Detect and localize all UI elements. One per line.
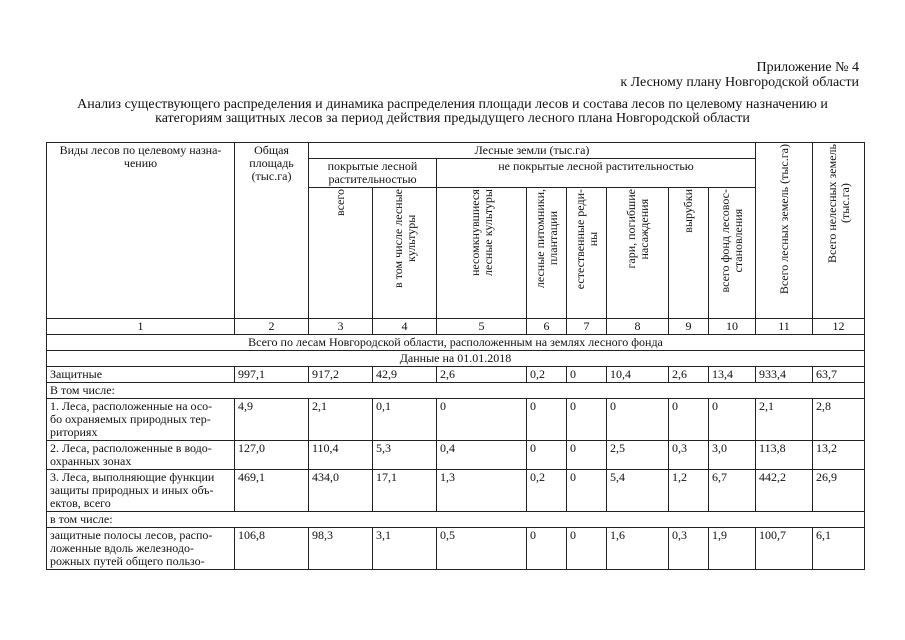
- row-label: в том числе:: [47, 512, 865, 528]
- header-natural-glades: естественные реди- ны: [567, 188, 607, 319]
- table-cell: 0,5: [437, 528, 527, 570]
- table-cell: 0: [567, 399, 607, 441]
- table-cell: 0: [567, 441, 607, 470]
- table-cell: 933,4: [756, 367, 813, 383]
- table-cell: 5,4: [607, 470, 669, 512]
- table-cell: 98,3: [309, 528, 373, 570]
- table-cell: 0: [567, 528, 607, 570]
- table-cell: 2,1: [756, 399, 813, 441]
- row-label: 2. Леса, расположенные в водо- охранных зонах: [47, 441, 235, 470]
- header-covered: покрытые лесной растительностью: [309, 159, 437, 188]
- table-cell: 17,1: [373, 470, 437, 512]
- table-cell: 6,7: [709, 470, 756, 512]
- forest-distribution-table: [46, 142, 865, 570]
- table-row: [47, 470, 865, 512]
- table-cell: 0,1: [373, 399, 437, 441]
- section-title: Всего по лесам Новгородской области, расположенным на землях лесного фонда: [47, 335, 865, 351]
- table-cell: 917,2: [309, 367, 373, 383]
- table-cell: 1,9: [709, 528, 756, 570]
- table-cell: 42,9: [373, 367, 437, 383]
- table-cell: 0: [567, 470, 607, 512]
- header-total-forest-lands: Всего лесных земель (тыс.га): [756, 143, 813, 319]
- row-label: 1. Леса, расположенные на осо- бо охраняемых природных тер- риториях: [47, 399, 235, 441]
- header-not-covered: не покрытые лесной растительностью: [437, 159, 756, 188]
- table-cell: 0,3: [669, 441, 709, 470]
- column-number: 4: [373, 319, 437, 335]
- column-number-row: [47, 319, 865, 335]
- header-nurseries: лесные питомники, плантации: [527, 188, 567, 319]
- table-cell: 10,4: [607, 367, 669, 383]
- document-title: [40, 98, 865, 126]
- table-row: [47, 528, 865, 570]
- table-cell: 997,1: [235, 367, 309, 383]
- header-row-1: [47, 143, 865, 159]
- table-cell: 26,9: [813, 470, 865, 512]
- table-cell: 1,2: [669, 470, 709, 512]
- column-number: 9: [669, 319, 709, 335]
- table-cell: 1,6: [607, 528, 669, 570]
- column-number: 8: [607, 319, 669, 335]
- table-cell: 13,2: [813, 441, 865, 470]
- table-cell: 2,6: [437, 367, 527, 383]
- table-cell: 3,1: [373, 528, 437, 570]
- header-forest-type: Виды лесов по целевому назна- чению: [47, 143, 235, 319]
- title-line-1: Анализ существующего распределения и динамика распределения площади лесов и состава лесов по целевому назначению и: [77, 97, 828, 112]
- table-cell: 0: [607, 399, 669, 441]
- header-burned: гари, погибшие насаждения: [607, 188, 669, 319]
- column-number: 6: [527, 319, 567, 335]
- appendix-label: [620, 60, 859, 90]
- table-cell: 0: [567, 367, 607, 383]
- header-total-nonforest-lands: Всего нелесных земель (тыс.га): [813, 143, 865, 319]
- header-total: всего: [309, 188, 373, 319]
- data-date-row: [47, 351, 865, 367]
- header-forest-lands: Лесные земли (тыс.га): [309, 143, 756, 159]
- table-cell: 0,2: [527, 367, 567, 383]
- header-reforestation-fund: всего фонд лесовос- становления: [709, 188, 756, 319]
- table-row: [47, 367, 865, 383]
- table-row: [47, 512, 865, 528]
- column-number: 11: [756, 319, 813, 335]
- table-cell: 0,2: [527, 470, 567, 512]
- column-number: 5: [437, 319, 527, 335]
- table-cell: 1,3: [437, 470, 527, 512]
- table-cell: 127,0: [235, 441, 309, 470]
- table-cell: 442,2: [756, 470, 813, 512]
- header-clearings: вырубки: [669, 188, 709, 319]
- table-cell: 3,0: [709, 441, 756, 470]
- table-cell: 2,6: [669, 367, 709, 383]
- table-cell: 100,7: [756, 528, 813, 570]
- table-row: [47, 383, 865, 399]
- table-cell: 5,3: [373, 441, 437, 470]
- column-number: 7: [567, 319, 607, 335]
- table-cell: 110,4: [309, 441, 373, 470]
- table-cell: 6,1: [813, 528, 865, 570]
- table-cell: 2,8: [813, 399, 865, 441]
- row-label: В том числе:: [47, 383, 865, 399]
- table-cell: 4,9: [235, 399, 309, 441]
- section-title-row: [47, 335, 865, 351]
- table-cell: 63,7: [813, 367, 865, 383]
- table-cell: 113,8: [756, 441, 813, 470]
- table-row: [47, 441, 865, 470]
- table-cell: 2,1: [309, 399, 373, 441]
- table-cell: 434,0: [309, 470, 373, 512]
- table-cell: 13,4: [709, 367, 756, 383]
- table-cell: 0,3: [669, 528, 709, 570]
- column-number: 2: [235, 319, 309, 335]
- header-total-area: Общая площадь (тыс.га): [235, 143, 309, 319]
- table-row: [47, 399, 865, 441]
- appendix-reference: к Лесному плану Новгородской области: [620, 75, 859, 90]
- column-number: 3: [309, 319, 373, 335]
- table-cell: 0: [669, 399, 709, 441]
- row-label: 3. Леса, выполняющие функции защиты природных и иных объ- ектов, всего: [47, 470, 235, 512]
- column-number: 1: [47, 319, 235, 335]
- table-cell: 0: [437, 399, 527, 441]
- header-unclosed-cultures: несомкнувшиеся лесные культуры: [437, 188, 527, 319]
- table-cell: 469,1: [235, 470, 309, 512]
- row-label: защитные полосы лесов, распо- ложенные вдоль железнодо- рожных путей общего пользо-: [47, 528, 235, 570]
- data-date: Данные на 01.01.2018: [47, 351, 865, 367]
- column-number: 10: [709, 319, 756, 335]
- appendix-number: Приложение № 4: [756, 60, 859, 75]
- table-cell: 0: [709, 399, 756, 441]
- table-cell: 0,4: [437, 441, 527, 470]
- table-cell: 106,8: [235, 528, 309, 570]
- table-cell: 0: [527, 441, 567, 470]
- table-cell: 0: [527, 528, 567, 570]
- table-cell: 2,5: [607, 441, 669, 470]
- table-cell: 0: [527, 399, 567, 441]
- header-incl-cultures: в том числе лесные культуры: [373, 188, 437, 319]
- column-number: 12: [813, 319, 865, 335]
- row-label: Защитные: [47, 367, 235, 383]
- title-line-2: категориям защитных лесов за период действия предыдущего лесного плана Новгородской области: [155, 111, 750, 126]
